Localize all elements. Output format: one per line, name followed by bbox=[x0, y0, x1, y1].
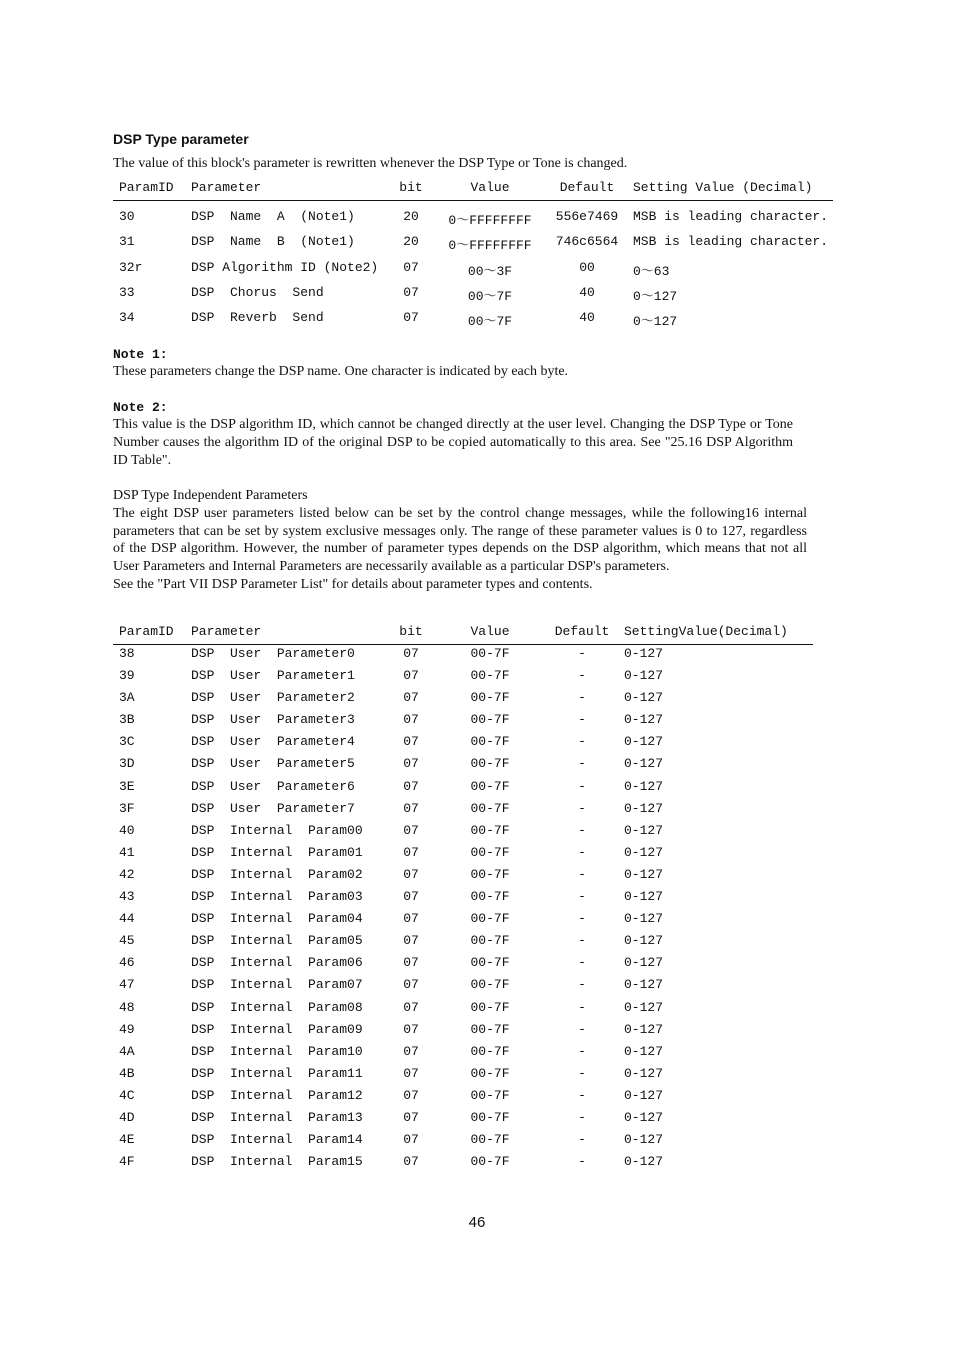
cell-parameter: DSP User Parameter4 bbox=[191, 734, 355, 750]
cell-paramid: 30 bbox=[119, 209, 135, 224]
cell-bit: 07 bbox=[403, 889, 419, 905]
cell-setting-value: 0-127 bbox=[624, 734, 664, 750]
intro-text: The value of this block's parameter is rewritten whenever the DSP Type or Tone is changed. bbox=[113, 156, 628, 171]
table-header bbox=[113, 620, 813, 645]
cell-bit: 07 bbox=[403, 756, 419, 772]
cell-bit: 07 bbox=[403, 646, 419, 661]
cell-paramid: 4D bbox=[119, 1109, 135, 1125]
cell-paramid: 39 bbox=[119, 668, 135, 684]
cell-bit: 07 bbox=[403, 668, 419, 684]
table-row bbox=[113, 1109, 813, 1131]
cell-value: 00-7F bbox=[470, 889, 510, 905]
cell-setting-value: 0-127 bbox=[624, 911, 664, 927]
cell-value: 00〜7F bbox=[467, 288, 513, 304]
cell-value: 00-7F bbox=[470, 1043, 510, 1059]
table-row bbox=[113, 1043, 813, 1065]
cell-paramid: 45 bbox=[119, 933, 135, 949]
header-setting-value: SettingValue(Decimal) bbox=[624, 624, 788, 639]
cell-parameter: DSP Internal Param07 bbox=[191, 977, 363, 993]
table-row bbox=[113, 1087, 813, 1109]
cell-bit: 07 bbox=[403, 1154, 419, 1170]
cell-bit: 07 bbox=[403, 844, 419, 860]
cell-default: - bbox=[578, 1021, 586, 1037]
cell-value: 00-7F bbox=[470, 1021, 510, 1037]
cell-bit: 07 bbox=[403, 1109, 419, 1125]
cell-paramid: 3C bbox=[119, 734, 135, 750]
cell-paramid: 33 bbox=[119, 284, 135, 300]
table-row bbox=[113, 1131, 813, 1153]
dsp-independent-parameter-table bbox=[113, 620, 813, 1175]
cell-paramid: 48 bbox=[119, 999, 135, 1015]
table-row bbox=[113, 999, 813, 1021]
table-row bbox=[113, 954, 813, 976]
cell-paramid: 4A bbox=[119, 1043, 135, 1059]
cell-bit: 07 bbox=[403, 999, 419, 1015]
table-row bbox=[113, 302, 833, 330]
table-row bbox=[113, 667, 813, 689]
cell-value: 00-7F bbox=[470, 1065, 510, 1081]
cell-parameter: DSP Internal Param13 bbox=[191, 1109, 363, 1125]
cell-value: 00-7F bbox=[470, 866, 510, 882]
cell-default: - bbox=[578, 1154, 586, 1170]
cell-paramid: 41 bbox=[119, 844, 135, 860]
independent-see-note: See the "Part VII DSP Parameter List" for details about parameter types and contents. bbox=[113, 576, 593, 592]
cell-setting-value: 0-127 bbox=[624, 1132, 664, 1148]
cell-setting-value: 0-127 bbox=[624, 844, 664, 860]
table-row bbox=[113, 226, 833, 254]
note2-text: This value is the DSP algorithm ID, which cannot be changed directly at the user level. Changing the DSP Type or Tone Number causes the algorithm ID of the original DSP to be copied automatically to this area. See "25.16 DSP Algorithm ID Table". bbox=[113, 417, 793, 468]
cell-default: - bbox=[578, 1132, 586, 1148]
cell-setting-value: 0-127 bbox=[624, 800, 664, 816]
table-row bbox=[113, 733, 813, 755]
cell-default: 40 bbox=[579, 310, 595, 326]
cell-setting-value: 0-127 bbox=[624, 646, 664, 661]
cell-default: - bbox=[578, 866, 586, 882]
header-bit: bit bbox=[399, 624, 423, 639]
cell-parameter: DSP User Parameter2 bbox=[191, 690, 355, 706]
cell-default: 746c6564 bbox=[555, 234, 619, 250]
cell-setting-value: 0〜127 bbox=[633, 288, 678, 304]
cell-default: - bbox=[578, 977, 586, 993]
table-header bbox=[113, 178, 833, 201]
header-value: Value bbox=[470, 180, 510, 195]
cell-bit: 20 bbox=[403, 234, 419, 250]
cell-value: 00-7F bbox=[470, 1109, 510, 1125]
cell-paramid: 46 bbox=[119, 955, 135, 971]
cell-default: - bbox=[578, 955, 586, 971]
cell-value: 00-7F bbox=[470, 690, 510, 706]
cell-bit: 07 bbox=[403, 822, 419, 838]
cell-bit: 07 bbox=[403, 977, 419, 993]
table-row bbox=[113, 201, 833, 226]
cell-parameter: DSP Internal Param14 bbox=[191, 1132, 363, 1148]
cell-setting-value: 0-127 bbox=[624, 977, 664, 993]
cell-setting-value: 0-127 bbox=[624, 1154, 664, 1170]
cell-paramid: 38 bbox=[119, 646, 135, 661]
cell-bit: 07 bbox=[403, 310, 419, 326]
cell-paramid: 3B bbox=[119, 712, 135, 728]
cell-bit: 07 bbox=[403, 259, 419, 275]
header-paramid: ParamID bbox=[119, 624, 174, 639]
cell-value: 00-7F bbox=[470, 756, 510, 772]
cell-default: - bbox=[578, 999, 586, 1015]
cell-bit: 07 bbox=[403, 284, 419, 300]
cell-value: 00-7F bbox=[470, 1087, 510, 1103]
cell-bit: 07 bbox=[403, 1021, 419, 1037]
cell-setting-value: 0-127 bbox=[624, 955, 664, 971]
cell-setting-value: 0-127 bbox=[624, 1087, 664, 1103]
cell-value: 00-7F bbox=[470, 999, 510, 1015]
cell-value: 00-7F bbox=[470, 822, 510, 838]
cell-parameter: DSP Internal Param01 bbox=[191, 844, 363, 860]
cell-parameter: DSP Internal Param05 bbox=[191, 933, 363, 949]
cell-parameter: DSP Internal Param12 bbox=[191, 1087, 363, 1103]
cell-parameter: DSP Internal Param15 bbox=[191, 1154, 363, 1170]
header-parameter: Parameter bbox=[191, 624, 262, 639]
cell-value: 00-7F bbox=[470, 911, 510, 927]
cell-parameter: DSP Internal Param03 bbox=[191, 889, 363, 905]
cell-setting-value: 0-127 bbox=[624, 1065, 664, 1081]
cell-paramid: 44 bbox=[119, 911, 135, 927]
cell-parameter: DSP Reverb Send bbox=[191, 310, 324, 326]
cell-setting-value: 0-127 bbox=[624, 1043, 664, 1059]
cell-paramid: 40 bbox=[119, 822, 135, 838]
cell-paramid: 3E bbox=[119, 778, 135, 794]
cell-parameter: DSP Internal Param11 bbox=[191, 1065, 363, 1081]
cell-default: - bbox=[578, 690, 586, 706]
table-row bbox=[113, 1021, 813, 1043]
cell-paramid: 47 bbox=[119, 977, 135, 993]
cell-bit: 07 bbox=[403, 866, 419, 882]
table-row bbox=[113, 822, 813, 844]
cell-paramid: 4E bbox=[119, 1132, 135, 1148]
table-row bbox=[113, 755, 813, 777]
cell-bit: 07 bbox=[403, 690, 419, 706]
header-default: Default bbox=[554, 624, 610, 639]
cell-parameter: DSP Chorus Send bbox=[191, 284, 324, 300]
cell-default: - bbox=[578, 756, 586, 772]
cell-bit: 20 bbox=[403, 209, 419, 224]
cell-setting-value: 0-127 bbox=[624, 1109, 664, 1125]
cell-value: 00-7F bbox=[470, 668, 510, 684]
cell-setting-value: 0〜127 bbox=[633, 314, 678, 330]
cell-value: 00-7F bbox=[470, 712, 510, 728]
cell-setting-value: 0-127 bbox=[624, 690, 664, 706]
table-row bbox=[113, 778, 813, 800]
table-row bbox=[113, 910, 813, 932]
header-default: Default bbox=[559, 180, 615, 195]
header-value: Value bbox=[470, 624, 510, 639]
table-row bbox=[113, 689, 813, 711]
cell-value: 00-7F bbox=[470, 844, 510, 860]
cell-paramid: 3A bbox=[119, 690, 135, 706]
independent-title: DSP Type Independent Parameters bbox=[113, 488, 308, 503]
cell-paramid: 4B bbox=[119, 1065, 135, 1081]
note1-text: These parameters change the DSP name. One character is indicated by each byte. bbox=[113, 364, 569, 379]
cell-setting-value: 0-127 bbox=[624, 866, 664, 882]
header-parameter: Parameter bbox=[191, 180, 262, 195]
cell-default: - bbox=[578, 778, 586, 794]
cell-value: 00-7F bbox=[470, 1154, 510, 1170]
table-row bbox=[113, 888, 813, 910]
cell-bit: 07 bbox=[403, 734, 419, 750]
cell-parameter: DSP Internal Param09 bbox=[191, 1021, 363, 1037]
cell-bit: 07 bbox=[403, 911, 419, 927]
cell-bit: 07 bbox=[403, 955, 419, 971]
cell-default: - bbox=[578, 668, 586, 684]
table-row bbox=[113, 866, 813, 888]
cell-value: 00-7F bbox=[470, 800, 510, 816]
cell-setting-value: 0-127 bbox=[624, 889, 664, 905]
cell-value: 00-7F bbox=[470, 734, 510, 750]
cell-bit: 07 bbox=[403, 778, 419, 794]
cell-default: - bbox=[578, 911, 586, 927]
cell-paramid: 49 bbox=[119, 1021, 135, 1037]
cell-parameter: DSP Algorithm ID (Note2) bbox=[191, 259, 379, 275]
cell-parameter: DSP User Parameter5 bbox=[191, 756, 355, 772]
cell-parameter: DSP Internal Param00 bbox=[191, 822, 363, 838]
cell-setting-value: MSB is leading character. bbox=[633, 234, 829, 250]
cell-value: 00-7F bbox=[470, 977, 510, 993]
cell-default: - bbox=[578, 933, 586, 949]
cell-bit: 07 bbox=[403, 1043, 419, 1059]
cell-default: - bbox=[578, 822, 586, 838]
cell-parameter: DSP User Parameter7 bbox=[191, 800, 355, 816]
dsp-type-parameter-table bbox=[113, 178, 833, 330]
note1-label: Note 1: bbox=[113, 347, 168, 362]
cell-paramid: 3D bbox=[119, 756, 135, 772]
cell-default: 00 bbox=[579, 259, 595, 275]
cell-bit: 07 bbox=[403, 1087, 419, 1103]
cell-parameter: DSP Internal Param04 bbox=[191, 911, 363, 927]
independent-text: The eight DSP user parameters listed below can be set by the control change messages, while the following16 internal parameters that can be set by system exclusive messages only. The range of these parameter values is 0 to 127, regardless of the DSP algorithm. However, the number of parameter types depends on the DSP algorithm, which means that not all User Parameters and Internal Parameters are necessarily available as a particular DSP's parameters. bbox=[113, 505, 807, 575]
cell-default: - bbox=[578, 1087, 586, 1103]
cell-parameter: DSP User Parameter6 bbox=[191, 778, 355, 794]
table-row bbox=[113, 277, 833, 302]
cell-value: 00〜3F bbox=[467, 263, 513, 279]
cell-parameter: DSP Internal Param08 bbox=[191, 999, 363, 1015]
cell-paramid: 42 bbox=[119, 866, 135, 882]
independent-parameters-section bbox=[113, 487, 807, 594]
cell-default: - bbox=[578, 844, 586, 860]
cell-value: 00-7F bbox=[470, 955, 510, 971]
cell-parameter: DSP User Parameter3 bbox=[191, 712, 355, 728]
cell-value: 00-7F bbox=[470, 646, 510, 661]
cell-default: - bbox=[578, 1065, 586, 1081]
table-row bbox=[113, 1153, 813, 1175]
table-row bbox=[113, 932, 813, 954]
cell-default: - bbox=[578, 712, 586, 728]
cell-setting-value: 0-127 bbox=[624, 822, 664, 838]
table-row bbox=[113, 844, 813, 866]
cell-default: - bbox=[578, 1043, 586, 1059]
cell-paramid: 32r bbox=[119, 259, 143, 275]
cell-value: 0〜FFFFFFFF bbox=[448, 213, 532, 228]
cell-paramid: 43 bbox=[119, 889, 135, 905]
cell-paramid: 3F bbox=[119, 800, 135, 816]
cell-default: - bbox=[578, 800, 586, 816]
cell-setting-value: 0〜63 bbox=[633, 263, 670, 279]
cell-parameter: DSP Internal Param06 bbox=[191, 955, 363, 971]
cell-parameter: DSP Internal Param02 bbox=[191, 866, 363, 882]
cell-setting-value: 0-127 bbox=[624, 668, 664, 684]
cell-default: 40 bbox=[579, 284, 595, 300]
cell-setting-value: 0-127 bbox=[624, 778, 664, 794]
cell-bit: 07 bbox=[403, 1065, 419, 1081]
cell-paramid: 4C bbox=[119, 1087, 135, 1103]
cell-setting-value: 0-127 bbox=[624, 1021, 664, 1037]
table-body bbox=[113, 201, 833, 330]
note2-label: Note 2: bbox=[113, 400, 168, 415]
page-number: 46 bbox=[468, 1214, 486, 1231]
cell-paramid: 34 bbox=[119, 310, 135, 326]
header-paramid: ParamID bbox=[119, 180, 174, 195]
cell-bit: 07 bbox=[403, 800, 419, 816]
cell-setting-value: 0-127 bbox=[624, 933, 664, 949]
table-row bbox=[113, 800, 813, 822]
cell-parameter: DSP Name A (Note1) bbox=[191, 209, 355, 224]
cell-value: 00-7F bbox=[470, 1132, 510, 1148]
header-bit: bit bbox=[399, 180, 423, 195]
header-setting-value: Setting Value (Decimal) bbox=[633, 180, 813, 195]
cell-setting-value: MSB is leading character. bbox=[633, 209, 829, 224]
cell-default: 556e7469 bbox=[555, 209, 619, 224]
cell-bit: 07 bbox=[403, 933, 419, 949]
table-row bbox=[113, 252, 833, 277]
section-heading: DSP Type parameter bbox=[113, 131, 249, 147]
cell-paramid: 4F bbox=[119, 1154, 135, 1170]
cell-value: 00-7F bbox=[470, 778, 510, 794]
cell-setting-value: 0-127 bbox=[624, 999, 664, 1015]
cell-default: - bbox=[578, 734, 586, 750]
table-row bbox=[113, 976, 813, 998]
cell-default: - bbox=[578, 889, 586, 905]
table-body bbox=[113, 645, 813, 1175]
table-row bbox=[113, 645, 813, 667]
cell-parameter: DSP User Parameter1 bbox=[191, 668, 355, 684]
cell-value: 0〜FFFFFFFF bbox=[448, 238, 532, 254]
table-row bbox=[113, 711, 813, 733]
cell-parameter: DSP Name B (Note1) bbox=[191, 234, 355, 250]
cell-default: - bbox=[578, 1109, 586, 1125]
cell-default: - bbox=[578, 646, 586, 661]
cell-bit: 07 bbox=[403, 712, 419, 728]
cell-parameter: DSP User Parameter0 bbox=[191, 646, 355, 661]
cell-paramid: 31 bbox=[119, 234, 135, 250]
cell-parameter: DSP Internal Param10 bbox=[191, 1043, 363, 1059]
table-row bbox=[113, 1065, 813, 1087]
cell-value: 00〜7F bbox=[467, 314, 513, 330]
cell-setting-value: 0-127 bbox=[624, 756, 664, 772]
cell-setting-value: 0-127 bbox=[624, 712, 664, 728]
cell-bit: 07 bbox=[403, 1132, 419, 1148]
cell-value: 00-7F bbox=[470, 933, 510, 949]
